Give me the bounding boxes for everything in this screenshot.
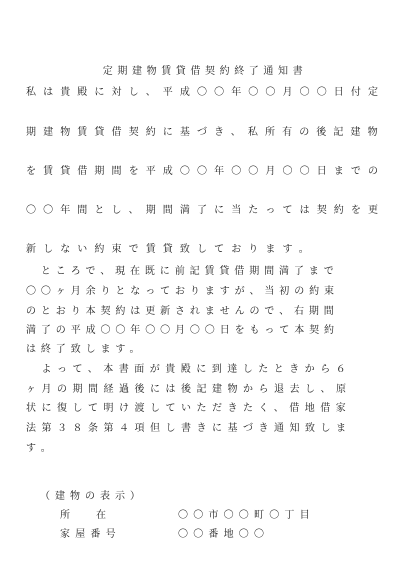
- paragraph1-line: 期建物賃貸借契約に基づき、私所有の後記建物: [26, 127, 385, 138]
- paragraph1-line: 〇〇年間とし、期間満了に当たっては契約を更: [26, 205, 386, 216]
- house-number-label: 家屋番号: [60, 529, 121, 540]
- paragraph2-line: ところで、現在既に前記賃貸借期間満了まで: [26, 266, 339, 277]
- paragraph1-line: 新しない約束で賃貸致しております。: [26, 244, 316, 255]
- paragraph3-line: ヶ月の期間経過後には後記建物から退去し、原: [26, 384, 352, 395]
- paragraph2-line: 満了の平成〇〇年〇〇月〇〇日をもって本契約: [26, 325, 339, 336]
- paragraph3-line: よって、本書面が貴殿に到達したときから６: [26, 364, 352, 375]
- property-heading: （建物の表示）: [40, 491, 145, 502]
- paragraph3-line: す。: [26, 443, 57, 454]
- paragraph2-line: は終了致します。: [26, 344, 145, 355]
- address-label: 所在: [60, 510, 132, 521]
- house-number-value: 〇〇番地〇〇: [178, 529, 270, 540]
- paragraph1-line: 私は貴殿に対し、平成〇〇年〇〇月〇〇日付定: [26, 87, 386, 98]
- address-value: 〇〇市〇〇町〇丁目: [178, 510, 315, 521]
- paragraph1-line: を賃貸借期間を平成〇〇年〇〇月〇〇日までの: [26, 166, 386, 177]
- paragraph2-line: 〇〇ヶ月余りとなっておりますが、当初の約束: [26, 286, 339, 297]
- paragraph3-line: 状に復して明け渡していただきたく、借地借家: [26, 403, 352, 414]
- paragraph3-line: 法第３８条第４項但し書きに基づき通知致しま: [26, 423, 352, 434]
- document-title: 定期建物賃貸借契約終了通知書: [102, 66, 308, 77]
- paragraph2-line: のとおり本契約は更新されませんので、右期間: [26, 306, 339, 317]
